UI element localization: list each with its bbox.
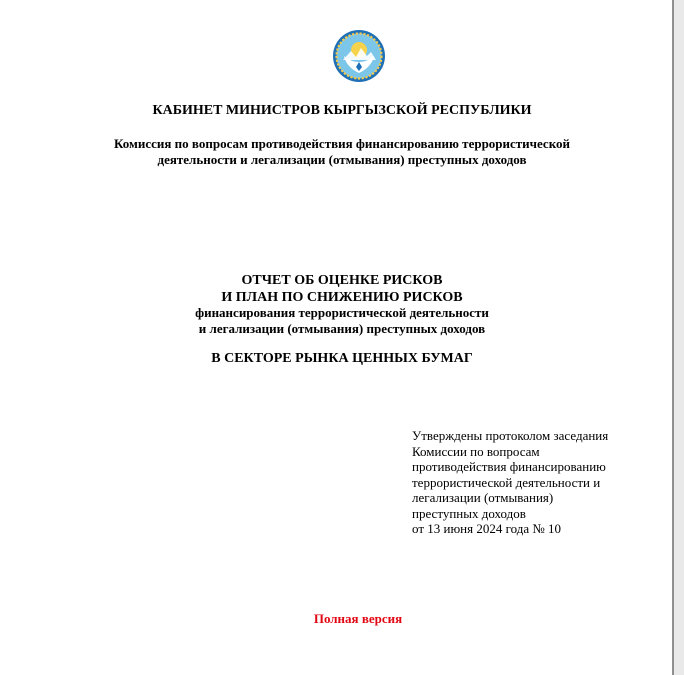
organization-title: КАБИНЕТ МИНИСТРОВ КЫРГЫЗСКОЙ РЕСПУБЛИКИ — [152, 103, 532, 118]
commission-name — [0, 136, 684, 168]
kyrgyz-state-emblem-icon — [332, 29, 386, 83]
sector-heading: В СЕКТОРЕ РЫНКА ЦЕННЫХ БУМАГ — [211, 351, 473, 366]
approval-block — [412, 428, 642, 537]
report-title-line: ОТЧЕТ ОБ ОЦЕНКЕ РИСКОВ — [241, 273, 443, 288]
page-border — [672, 0, 674, 675]
approval-line: Утверждены протоколом заседания — [412, 428, 609, 443]
approval-line: легализации (отмывания) — [412, 490, 554, 505]
report-title — [0, 272, 684, 306]
report-subtitle-line: финансирования террористической деятельности — [195, 305, 489, 320]
report-subtitle-line: и легализации (отмывания) преступных доходов — [198, 321, 486, 336]
report-subtitle — [0, 305, 684, 337]
approval-line: Комиссии по вопросам — [412, 443, 540, 459]
approval-line: от 13 июня 2024 года № 10 — [412, 521, 562, 536]
commission-line: Комиссия по вопросам противодействия финансированию террористической — [113, 136, 571, 151]
commission-line: деятельности и легализации (отмывания) преступных доходов — [157, 152, 527, 167]
version-label: Полная версия — [313, 611, 403, 626]
report-title-line: И ПЛАН ПО СНИЖЕНИЮ РИСКОВ — [221, 290, 463, 305]
approval-line: террористической деятельности и — [412, 474, 601, 490]
viewer-margin — [674, 0, 684, 675]
approval-line: противодействия финансированию — [412, 459, 606, 474]
approval-line: преступных доходов — [412, 505, 526, 521]
